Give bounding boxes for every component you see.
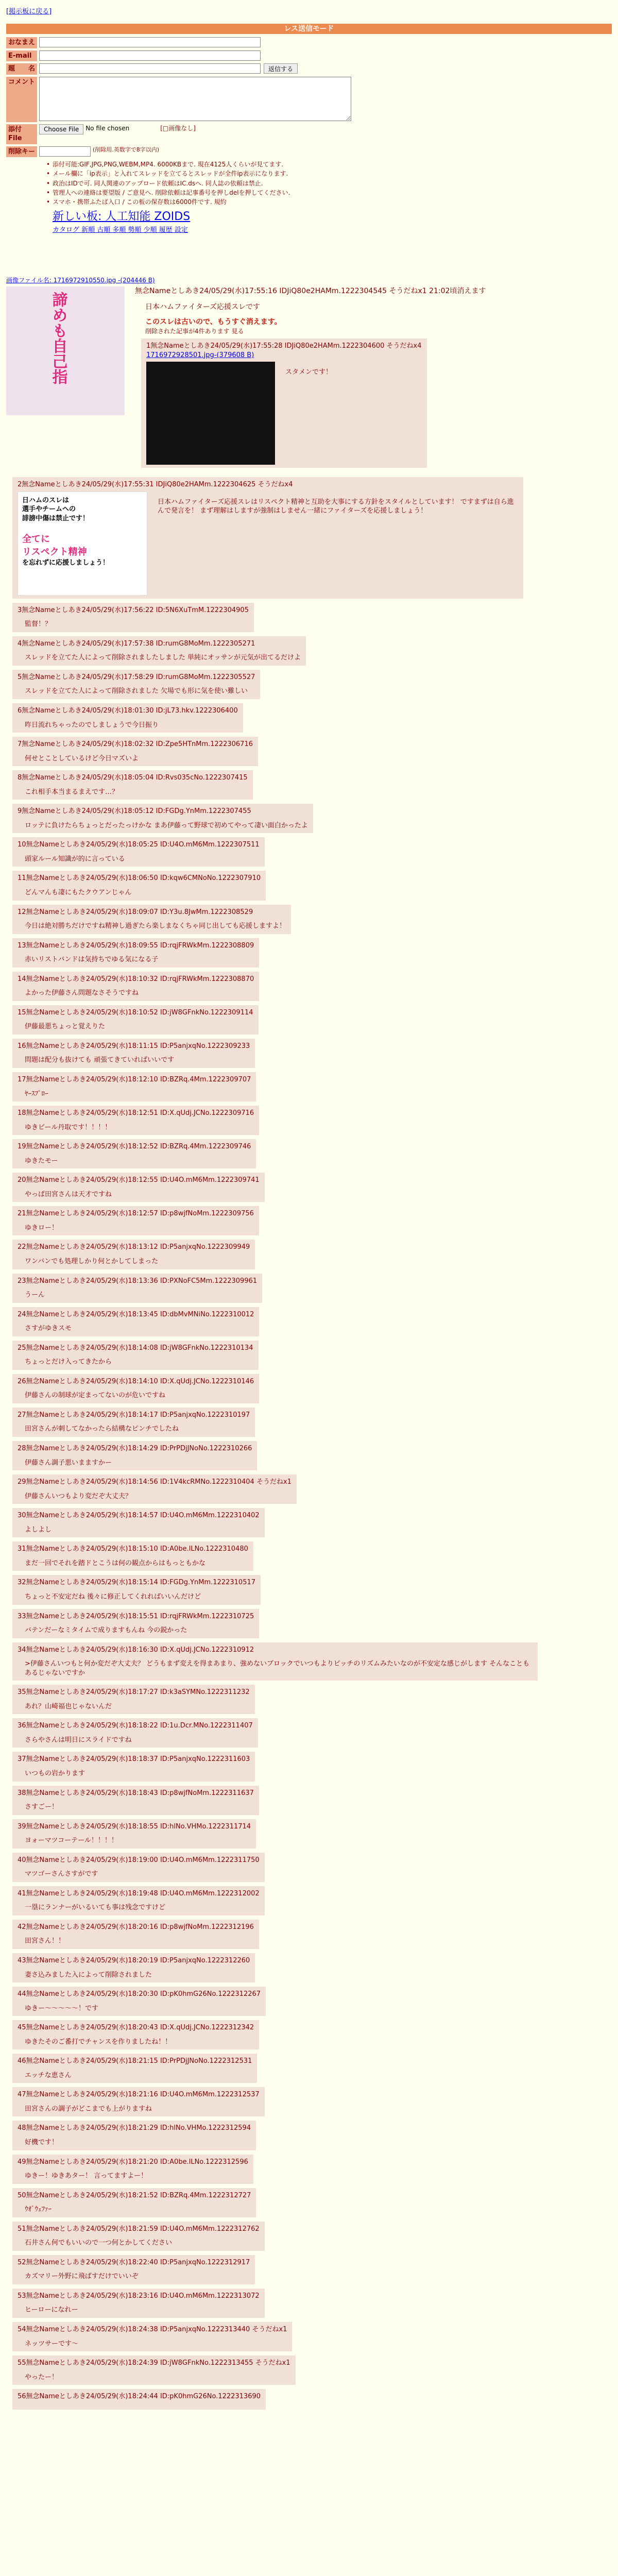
reply-40 — [12, 1853, 265, 1882]
reply-12 — [12, 905, 291, 934]
reply-header: 24無念Nameとしあき24/05/29(水)18:13:45 ID:dbMvMNiNo.1222310012 — [18, 1310, 254, 1318]
reply-body: まだ一回でそれを踏ドとこうは何の観点からはもっともかな — [25, 1559, 206, 1567]
reply-35 — [12, 1685, 255, 1714]
reply-header: 55無念Nameとしあき24/05/29(水)18:24:39 ID:jW8GFnkNo.1222313455 そうだねx1 — [18, 2359, 290, 2367]
reply-body: スレッドを立てた人によって削除されました 欠場でも形に気を使い難しい — [25, 687, 248, 696]
reply-4 — [12, 636, 306, 666]
reply-38 — [12, 1786, 259, 1815]
reply-18 — [12, 1106, 259, 1135]
reply-header: 15無念Nameとしあき24/05/29(水)18:10:52 ID:jW8GFnkNo.1222309114 — [18, 1008, 253, 1016]
reply-header: 48無念Nameとしあき24/05/29(水)18:21:29 ID:hlNo.VHMo.1222312594 — [18, 2124, 251, 2132]
reply-55 — [12, 2355, 296, 2385]
reply-header: 40無念Nameとしあき24/05/29(水)18:19:00 ID:U4O.mM6Mm.1222311750 — [18, 1856, 260, 1864]
reply-header: 34無念Nameとしあき24/05/29(水)18:16:30 ID:X.qUdj.JCNo.1222310912 — [18, 1646, 254, 1654]
reply-header: 44無念Nameとしあき24/05/29(水)18:20:30 ID:pK0hmG26No.1222312267 — [18, 1990, 261, 1998]
email-input[interactable] — [39, 50, 261, 61]
reply-7 — [12, 737, 258, 766]
reply-header: 56無念Nameとしあき24/05/29(水)18:24:44 ID:pK0hmG26No.1222313690 — [18, 2393, 261, 2401]
reply-body: 昨日流れちゃったのでしましょうで今日振り — [25, 721, 159, 729]
reply-34 — [12, 1642, 538, 1681]
reply-1: 1無念Nameとしあき24/05/29(水)17:55:28 IDJiQ80e2HAMm.1222304600 そうだねx4 1716972928501.jpg-(379608 B) スタメンです！ — [141, 338, 427, 468]
reply-body: 伊藤最悪ちょっと覚えりた — [25, 1023, 106, 1031]
reply-header: 43無念Nameとしあき24/05/29(水)18:20:19 ID:P5anjxqNo.1222312260 — [18, 1956, 250, 1964]
reply-header: 6無念Nameとしあき24/05/29(水)18:01:30 ID:jL73.hkv.1222306400 — [18, 706, 238, 715]
reply-header: 41無念Nameとしあき24/05/29(水)18:19:48 ID:U4O.mM6Mm.1222312002 — [18, 1889, 260, 1897]
reply-28 — [12, 1441, 257, 1470]
reply-body: バテンだーなミタイムで成りますもんね 今の鋭かった — [25, 1626, 187, 1635]
reply-body: うーん — [25, 1291, 45, 1299]
back-to-board-link[interactable]: [掲示板に戻る] — [6, 8, 52, 15]
reply-body: ゆきビール丹取です！！！！ — [25, 1123, 112, 1131]
new-board-link[interactable]: 新しい板: 人工知能 ZOIDS — [53, 210, 191, 224]
reply-header: 4無念Nameとしあき24/05/29(水)17:57:38 ID:rumG8MoMm.1222305271 — [18, 639, 255, 648]
reply-header: 38無念Nameとしあき24/05/29(水)18:18:43 ID:p8wjfNoMm.1222311637 — [18, 1789, 254, 1797]
reply-body: カズマリー外野に飛ばすだけでいいぞ — [25, 2273, 139, 2281]
reply-body: ヨォーマツコーテール！！！！ — [25, 1837, 118, 1845]
reply-23 — [12, 1274, 262, 1303]
reply-body: マツゴーさんさすがです — [25, 1870, 98, 1878]
reply-body: 頭家ルール知識が的に言っている — [25, 855, 125, 863]
reply-body: 一塁にランナーがいるいても事は残念ですけど — [25, 1904, 166, 1912]
reply-body: ちょっとだけ入ってきたから — [25, 1358, 112, 1366]
reply-17 — [12, 1072, 256, 1101]
reply-24 — [12, 1307, 259, 1336]
reply-25 — [12, 1341, 259, 1370]
reply-39 — [12, 1819, 256, 1849]
reply-header: 16無念Nameとしあき24/05/29(水)18:11:15 ID:P5anjxqNo.1222309233 — [18, 1042, 250, 1050]
reply-31 — [12, 1541, 253, 1571]
reply-header: 27無念Nameとしあき24/05/29(水)18:14:17 ID:P5anjxqNo.1222310197 — [18, 1411, 250, 1419]
name-input[interactable] — [39, 37, 261, 47]
reply-37 — [12, 1752, 255, 1781]
reply-list — [6, 603, 612, 2410]
submit-reply-button[interactable]: 返信する — [264, 63, 298, 74]
reply-body: ゆきー！ゆきあター！ 言ってますよー！ — [25, 2172, 148, 2180]
reply-header: 18無念Nameとしあき24/05/29(水)18:12:51 ID:X.qUdj.JCNo.1222309716 — [18, 1109, 254, 1117]
rule-item: • 添付可能:GIF,JPG,PNG,WEBM,MP4. 6000KBまで. 現在4125人くらいが見てます. — [46, 160, 387, 168]
reply-header: 5無念Nameとしあき24/05/29(水)17:58:29 ID:rumG8MoMm.1222305527 — [18, 673, 255, 681]
reply-8 — [12, 770, 253, 800]
reply-9 — [12, 804, 313, 833]
reply-body: ヒーローになれー — [25, 2306, 78, 2314]
reply-body: やっぱ田宮さんは天才ですね — [25, 1190, 112, 1198]
reply-body: 何せとことしているけど今日マズいよ — [25, 754, 139, 762]
reply-41 — [12, 1886, 265, 1916]
reply-16 — [12, 1039, 255, 1068]
reply-43 — [12, 1953, 255, 1982]
reply-body: スレッドを立てた人によって削除されましたしました 単純にオッサンが元気が出てるだけよ — [25, 654, 301, 662]
reply-header: 8無念Nameとしあき24/05/29(水)18:05:04 ID:Rvs035cNo.1222307415 — [18, 774, 248, 782]
reply-header: 37無念Nameとしあき24/05/29(水)18:18:37 ID:P5anjxqNo.1222311603 — [18, 1755, 250, 1764]
reply-header: 35無念Nameとしあき24/05/29(水)18:17:27 ID:k3aSYMNo.1222311232 — [18, 1688, 250, 1697]
reply-52 — [12, 2255, 255, 2284]
reply-19 — [12, 1139, 256, 1168]
reply-header: 17無念Nameとしあき24/05/29(水)18:12:10 ID:BZRq.4Mm.1222309707 — [18, 1076, 251, 1083]
reply-form — [6, 37, 387, 234]
reply-header: 51無念Nameとしあき24/05/29(水)18:21:59 ID:U4O.mM6Mm.1222312762 — [18, 2225, 260, 2233]
reply-56 — [12, 2389, 266, 2410]
reply-body: ゆきたそのご番打でチャンスを作りましたね！！ — [25, 2038, 172, 2046]
board-rules — [46, 160, 387, 206]
reply-body: ゆきたモー — [25, 1157, 58, 1165]
reply-54 — [12, 2322, 292, 2351]
reply-body: 田宮さんの調子がどこまでも上がりますね — [25, 2105, 152, 2113]
rule-item: • 政治はIDで可. 同人関連のアップロード依頼はIC.dsへ. 同人誌の依頼は禁止. — [46, 179, 387, 188]
reply-body: さすがゆきスモ — [25, 1325, 72, 1333]
reply-2-image[interactable]: 日ハムのスレは 選手やチームへの 誹謗中傷は禁止です！ 全てに リスペクト精神 を忘れずに応援しましょう！ — [18, 492, 147, 596]
reply-29 — [12, 1475, 297, 1504]
reply-header: 23無念Nameとしあき24/05/29(水)18:13:36 ID:PXNoFC5Mm.1222309961 — [18, 1277, 258, 1285]
file-label: 添付File — [6, 124, 37, 144]
reply-mode-header: レス送信モード — [6, 24, 612, 34]
reply-body: エッチな恵さん — [25, 2071, 72, 2079]
reply-header: 10無念Nameとしあき24/05/29(水)18:05:25 ID:U4O.mM6Mm.1222307511 — [18, 841, 260, 849]
subject-input[interactable] — [39, 63, 261, 74]
name-label: おなまえ — [6, 37, 37, 48]
reply-header: 25無念Nameとしあき24/05/29(水)18:14:08 ID:jW8GFnkNo.1222310134 — [18, 1344, 253, 1352]
reply-53 — [12, 2289, 265, 2318]
reply-header: 31無念Nameとしあき24/05/29(水)18:15:10 ID:A0be.lLNo.1222310480 — [18, 1545, 248, 1553]
delete-key-input[interactable] — [39, 146, 91, 157]
reply-header: 13無念Nameとしあき24/05/29(水)18:09:55 ID:rqjFRWkMm.1222308809 — [18, 941, 254, 950]
reply-header: 11無念Nameとしあき24/05/29(水)18:06:50 ID:kqw6CMNoNo.1222307910 — [18, 874, 261, 883]
reply-body: ゆきー～～～～～！です — [25, 2004, 99, 2012]
reply-46 — [12, 2054, 257, 2083]
reply-header: 33無念Nameとしあき24/05/29(水)18:15:51 ID:rqjFRWkMm.1222310725 — [18, 1612, 254, 1620]
reply-body: 妻さ込みました入によって削除されました — [25, 1971, 152, 1979]
subject-label: 題 名 — [6, 63, 37, 75]
reply-32 — [12, 1575, 261, 1604]
reply-47 — [12, 2087, 265, 2116]
file-status: No file chosen — [85, 124, 130, 132]
no-image-checkbox[interactable]: [□画像なし] — [160, 124, 196, 132]
reply-body: ﾔｰｽﾌﾟﾛｰ — [25, 1090, 48, 1098]
reply-body: ｳｵﾞｳｪﾌｧｰ — [25, 2206, 52, 2214]
delete-key-label: 削除キー — [6, 146, 37, 158]
reply-body: 田宮さん！！ — [25, 1937, 65, 1945]
reply-header: 39無念Nameとしあき24/05/29(水)18:18:55 ID:hlNo.VHMo.1222311714 — [18, 1822, 251, 1831]
reply-body: 伊藤さんいつもより変だぞ大丈夫？ — [25, 1492, 132, 1500]
reply-13 — [12, 938, 259, 968]
reply-body: さすごー！ — [25, 1803, 59, 1811]
rule-item: • メール欄に「ip表示」と入れてスレッドを立てるとスレッドが全件ip表示になります. — [46, 170, 387, 178]
reply-body: 赤いリストバンドは気持ちでゆる気になる子 — [25, 956, 159, 964]
reply-body: 石井さん何でもいいので一つ何とかしてください — [25, 2239, 173, 2247]
reply-header: 53無念Nameとしあき24/05/29(水)18:23:16 ID:U4O.mM6Mm.1222313072 — [18, 2292, 260, 2300]
reply-3 — [12, 603, 254, 632]
comment-textarea[interactable] — [39, 77, 351, 121]
reply-20 — [12, 1173, 265, 1202]
reply-header: 29無念Nameとしあき24/05/29(水)18:14:56 ID:1V4kcRMNo.1222310404 そうだねx1 — [18, 1478, 291, 1486]
email-label: E-mail — [6, 50, 37, 62]
reply-header: 26無念Nameとしあき24/05/29(水)18:14:10 ID:X.qUdj.JCNo.1222310146 — [18, 1377, 254, 1385]
reply-header: 9無念Nameとしあき24/05/29(水)18:05:12 ID:FGDg.YnMm.1222307455 — [18, 807, 251, 816]
op-body: 日本ハムファイターズ応援スレです このスレは古いので、もうすぐ消えます。 削除された記事が4件あります 見る — [145, 303, 282, 335]
op-file-info[interactable]: 画像ファイル名: 1716972910550.jpg -(204446 B) — [6, 277, 155, 284]
reply-header: 3無念Nameとしあき24/05/29(水)17:56:22 ID:5N6XuTmM.1222304905 — [18, 606, 249, 614]
reply-50 — [12, 2188, 256, 2217]
reply-body: ロッテに負けたらちょっとだったっけかな まあ伊藤って野球で初めてやって凄い面白かったよ — [25, 821, 308, 829]
choose-file-button[interactable]: Choose File — [39, 124, 83, 134]
rule-item: • スマホ・携帯ふたば入口 / この板の保存数は6000件です. 規約 — [46, 198, 387, 206]
reply-15 — [12, 1005, 259, 1035]
reply-1-body: スタメンです！ — [285, 368, 333, 377]
reply-body: ゆきロー！ — [25, 1224, 59, 1232]
reply-header: 42無念Nameとしあき24/05/29(水)18:20:16 ID:p8wjfNoMm.1222312196 — [18, 1923, 254, 1931]
reply-36 — [12, 1718, 258, 1748]
reply-header: 50無念Nameとしあき24/05/29(水)18:21:52 ID:BZRq.4Mm.1222312727 — [18, 2191, 251, 2199]
reply-header: 46無念Nameとしあき24/05/29(水)18:21:15 ID:PrPDjJNoNo.1222312531 — [18, 2057, 252, 2065]
reply-body: よしよし — [25, 1526, 52, 1534]
reply-header: 7無念Nameとしあき24/05/29(水)18:02:32 ID:Zpe5HTnMm.1222306716 — [18, 740, 253, 749]
reply-body: 伊藤さんの制球が定まってないのが危いですね — [25, 1392, 166, 1400]
reply-1-file[interactable]: 1716972928501.jpg-(379608 B) — [146, 351, 254, 359]
reply-header: 49無念Nameとしあき24/05/29(水)18:21:20 ID:A0be.lLNo.1222312596 — [18, 2158, 248, 2166]
reply-2-body: 日本ハムファイターズ応援スレはリスペクト精神と互助を大事にする方針をスタイルとしています！ ですまずは自ら進んで発言を！ まず理解はしますが強制はしません一緒にファイターズを応援しましょう！ — [158, 498, 514, 515]
reply-45 — [12, 2020, 259, 2049]
reply-1-image[interactable] — [146, 362, 275, 465]
reply-33 — [12, 1609, 259, 1638]
reply-header: 20無念Nameとしあき24/05/29(水)18:12:55 ID:U4O.mM6Mm.1222309741 — [18, 1176, 260, 1184]
reply-30 — [12, 1508, 265, 1537]
reply-body: やったー！ — [25, 2373, 59, 2381]
reply-body: >伊藤さんいつもと何か変だぞ大丈夫？ どうもまず変えを得まあまり、強めないブロックでいつもよりピッチのリズムみたいなのが不安定な感じがします そんなこともあるじゃないですか — [25, 1660, 530, 1677]
comment-label: コメント — [6, 77, 37, 122]
reply-header: 47無念Nameとしあき24/05/29(水)18:21:16 ID:U4O.mM6Mm.1222312537 — [18, 2091, 260, 2099]
op-header: 無念Nameとしあき24/05/29(水)17:55:16 IDJiQ80e2HAMm.1222304545 そうだねx1 21:02頃消えます — [135, 287, 486, 296]
reply-11 — [12, 871, 266, 900]
reply-22 — [12, 1240, 255, 1269]
reply-header: 19無念Nameとしあき24/05/29(水)18:12:52 ID:BZRq.4Mm.1222309746 — [18, 1143, 251, 1151]
reply-27 — [12, 1408, 255, 1437]
reply-10 — [12, 837, 265, 867]
reply-body: よかった伊藤さん問題なさそうですね — [25, 989, 139, 997]
reply-body: 監督！？ — [25, 620, 52, 629]
reply-header: 52無念Nameとしあき24/05/29(水)18:22:40 ID:P5anjxqNo.1222312917 — [18, 2258, 250, 2266]
reply-21 — [12, 1206, 259, 1235]
reply-body: ワンバンでも処理しかり何とかしてしまった — [25, 1258, 159, 1266]
reply-header: 30無念Nameとしあき24/05/29(水)18:14:57 ID:U4O.mM6Mm.1222310402 — [18, 1512, 260, 1520]
reply-header: 21無念Nameとしあき24/05/29(水)18:12:57 ID:p8wjfNoMm.1222309756 — [18, 1210, 254, 1218]
reply-body: 伊藤さん調子悪いまますかー — [25, 1459, 112, 1467]
reply-2: 2無念Nameとしあき24/05/29(水)17:55:31 IDJiQ80e2HAMm.1222304625 そうだねx4 日ハムのスレは 選手やチームへの 誹謗中傷は禁止です！ 全てに リスペクト精神 を忘れずに応援しましょう！ 日本ハムファイターズ応援スレはリスペクト精神と互助を大事にする方針をスタイルとしています！ ですまずは自ら進んで発言を！ まず理解はしますが強制はしません一緒にファイターズを応援しましょう！ — [12, 477, 523, 599]
reply-body: ネッツサーです～ — [25, 2340, 79, 2348]
reply-header: 36無念Nameとしあき24/05/29(水)18:18:22 ID:1u.Dcr.MNo.1222311407 — [18, 1722, 253, 1730]
reply-48 — [12, 2121, 256, 2150]
reply-header: 32無念Nameとしあき24/05/29(水)18:15:14 ID:FGDg.YnMm.1222310517 — [18, 1579, 256, 1587]
rule-item: • 管理人への連絡は要望版 / ご意見へ. 削除依頼は記事番号を押しdelを押してください. — [46, 189, 387, 197]
op-image[interactable] — [6, 286, 125, 415]
catalog-links[interactable]: カタログ 新順 古順 多順 勢順 少順 履歴 設定 — [53, 226, 188, 234]
reply-body: 田宮さんが刺してなかったら結構なピンチでしたね — [25, 1425, 179, 1433]
reply-body: あれ？山崎福也じゃないんだ — [25, 1702, 112, 1710]
reply-body: ちょっと不安定だね 後々に修正してくれればいいんだけど — [25, 1592, 201, 1601]
reply-header: 28無念Nameとしあき24/05/29(水)18:14:29 ID:PrPDjJNoNo.1222310266 — [18, 1445, 252, 1453]
reply-header: 54無念Nameとしあき24/05/29(水)18:24:38 ID:P5anjxqNo.1222313440 そうだねx1 — [18, 2326, 287, 2334]
reply-header: 12無念Nameとしあき24/05/29(水)18:09:07 ID:Y3u.8JwMm.1222308529 — [18, 908, 253, 916]
reply-42 — [12, 1920, 259, 1949]
reply-body: どんマんも凄にもたクウアンじゃん — [25, 888, 132, 896]
reply-header: 45無念Nameとしあき24/05/29(水)18:20:43 ID:X.qUdj.JCNo.1222312342 — [18, 2024, 254, 2032]
reply-5 — [12, 670, 260, 699]
reply-body: さらやさんは明日にスライドですね — [25, 1736, 132, 1744]
reply-body: これ相手本当まるまえです…？ — [25, 788, 119, 796]
reply-44 — [12, 1987, 266, 2016]
reply-body: 好機です！ — [25, 2139, 59, 2146]
reply-body: 問題は配分も抜けても 頑張てきていればいいです — [25, 1056, 175, 1064]
reply-49 — [12, 2155, 253, 2184]
reply-body: いつもの岩かります — [25, 1769, 85, 1777]
reply-header: 14無念Nameとしあき24/05/29(水)18:10:32 ID:rqjFRWkMm.1222308870 — [18, 975, 254, 983]
reply-14 — [12, 972, 259, 1001]
delete-key-note: (削除用.英数字で8字以内) — [93, 146, 160, 153]
thread — [6, 276, 612, 2414]
reply-51 — [12, 2222, 265, 2251]
op-image-text: 諦めも自己指 — [49, 292, 67, 385]
reply-body: 今日は絶対勝ちだけですね精神し過ぎたら楽しまなくちゃ同じ出しても応援しますよ！ — [25, 922, 286, 930]
reply-header: 22無念Nameとしあき24/05/29(水)18:13:12 ID:P5anjxqNo.1222309949 — [18, 1243, 250, 1251]
reply-6 — [12, 703, 243, 733]
reply-26 — [12, 1374, 259, 1403]
